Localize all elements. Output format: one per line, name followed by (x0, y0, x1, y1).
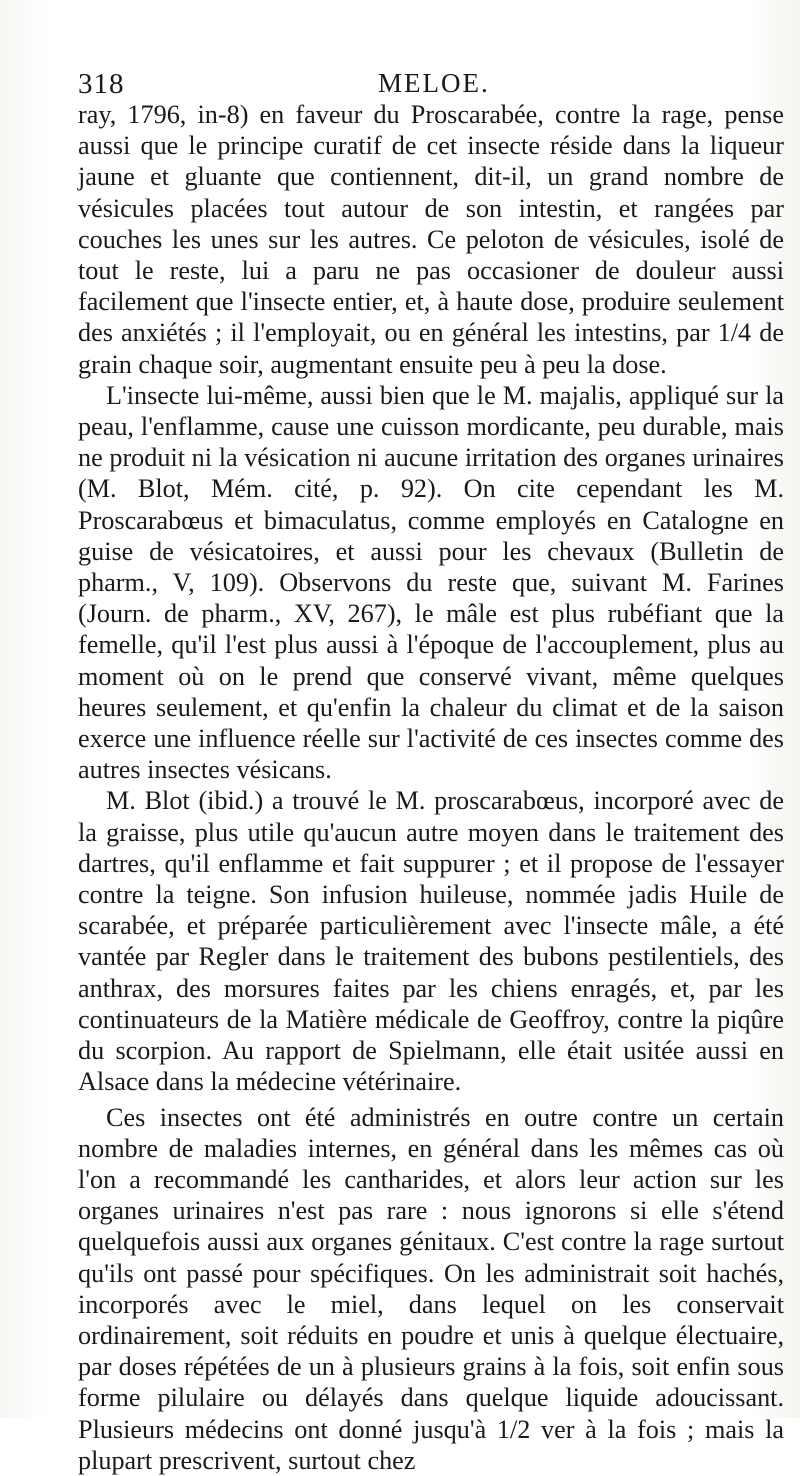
paragraph-4: Ces insectes ont été administrés en outre contre un certain nombre de maladies internes, en général dans les mêmes cas où l'on a recommandé les cantharides, et alors leur action sur les organes urinaires n'est pas rare : nous ignorons si elle s'étend quelquefois aussi aux organes génitaux. C'est contre la rage surtout qu'ils ont passé pour spécifiques. On les administrait soit hachés, incorporés avec le miel, dans lequel on les conservait ordinairement, soit réduits en poudre et unis à quelque électuaire, par doses répétées de un à plusieurs grains à la fois, soit enfin sous forme pilulaire ou délayés dans quelque liquide adoucissant. Plusieurs médecins ont donné jusqu'à 1/2 ver à la fois ; mais la plupart prescrivent, surtout chez (78, 1102, 784, 1475)
paragraph-3: M. Blot (ibid.) a trouvé le M. proscarabœus, incorporé avec de la graisse, plus utile qu'aucun autre moyen dans le traitement des dartres, qu'il enflamme et fait suppurer ; et il propose de l'essayer contre la teigne. Son infusion huileuse, nommée jadis Huile de scarabée, et préparée particulièrement avec l'insecte mâle, a été vantée par Regler dans le traitement des bubons pestilentiels, des anthrax, des morsures faites par les chiens enragés, et, par les continuateurs de la Matière médicale de Geoffroy, contre la piqûre du scorpion. Au rapport de Spielmann, elle était usitée aussi en Alsace dans la médecine vétérinaire. (78, 786, 784, 1097)
paragraph-1: ray, 1796, in-8) en faveur du Proscarabée, contre la rage, pense aussi que le principe curatif de cet insecte réside dans la liqueur jaune et gluante que contiennent, dit-il, un grand nombre de vésicules placées tout autour de son intestin, et rangées par couches les unes sur les autres. Ce peloton de vésicules, isolé de tout le reste, lui a paru ne pas occasioner de douleur aussi facilement que l'insecte entier, et, à haute dose, produire seulement des anxiétés ; il l'employait, ou en général les intestins, par 1/4 de grain chaque soir, augmentant ensuite peu à peu la dose. (78, 100, 784, 379)
paragraph-2: L'insecte lui-même, aussi bien que le M. majalis, appliqué sur la peau, l'enflamme, cause une cuisson mordicante, peu durable, mais ne produit ni la vésication ni aucune irritation des organes urinaires (M. Blot, Mém. cité, p. 92). On cite cependant les M. Proscarabœus et bimaculatus, comme employés en Catalogne en guise de vésicatoires, et aussi pour les chevaux (Bulletin de pharm., V, 109). Observons du reste que, suivant M. Farines (Journ. de pharm., XV, 267), le mâle est plus rubéfiant que la femelle, qu'il l'est plus aussi à l'époque de l'accouplement, plus au moment où on le prend que conservé vivant, même quelques heures seulement, et qu'enfin la chaleur du climat et de la saison exerce une influence réelle sur l'activité de ces insectes comme des autres insectes vésicans. (78, 380, 784, 785)
running-head: MELOE. (378, 68, 490, 98)
body-text (78, 99, 784, 1476)
page-number: 318 (78, 68, 125, 100)
